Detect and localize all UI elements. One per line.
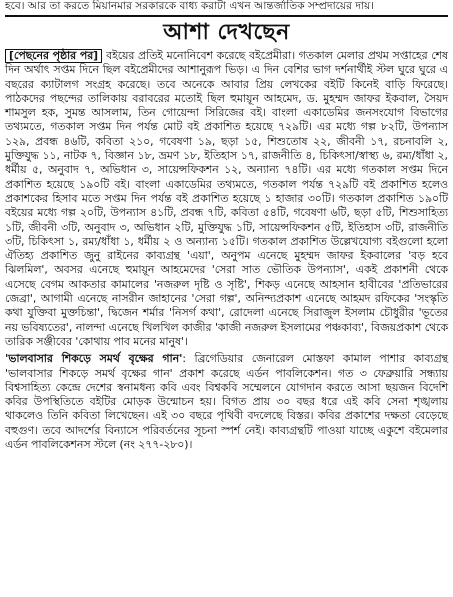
paragraph-1-text: বইয়ের প্রতিই মনোনিবেশ করেছে বইপ্রেমীরা। গতকাল মেলার প্রথম সপ্তাহের শেষ দিন অর্থাৎ সপ্তম দিনে ছিল বইপ্রেমীদের আশানুরূপ ভিড়। এ দিন বেশির ভাগ দর্শনার্থীই স্টল ঘুরে ঘুরে এ বছরের ক্যাটালগ সংগ্রহ করেছে। তবে অনেকে আবার প্রিয় লেখকের বইটি কিনেই বাড়ি ফিরেছে। পাঠকদের পছন্দের তালিকায় বরাবরের মতোই ছিল হুমায়ূন আহমেদ, ড. মুহম্মদ জাফর ইকবাল, সৈয়দ শামসুল হক, সুমন্ত আসলাম, তিন গোয়েন্দা সিরিজের বই। বাংলা একাডেমির জনসংযোগ বিভাগের তথ্যমতে, গতকাল সপ্তম দিন পর্যন্ত মোট বই প্রকাশিত হয়েছে ৭২৯টি। এর মধ্যে গল্প ৮২টি, উপন্যাস ১২৯, প্রবন্ধ ৪৬টি, কবিতা ২১০, গবেষণা ১৯, ছড়া ১৫, শিশুতোষ ২২, জীবনী ১৭, রচনাবলি ২, মুক্তিযুদ্ধ ১১, নাটক ৭, বিজ্ঞান ১৮, ভ্রমণ ১৮, ইতিহাস ১৭, রাজনীতি ৪, চিকিৎসা/স্বাস্থ্য ৬, রম্য/ধাঁধা ২, ধর্মীয় ৫, অনুবাদ ৭, অভিধান ৩, সায়েন্সফিকশন ১২, অন্যান্য ৭৪টি। এর মধ্যে গতকাল সপ্তম দিনে প্রকাশিত হয়েছে ১৯০টি বই। বাংলা একাডেমির তথ্যমতে, গতকাল পর্যন্ত ৭২৯টি বই প্রকাশিত হলেও প্রকাশকের হিসাব মতে সপ্তম দিন পর্যন্ত বই প্রকাশিত হয়েছে ১ হাজার ৩০টি। গতকাল প্রকাশিত ১৯০টি বইয়ের মধ্যে গল্প ২০টি, উপন্যাস ৪১টি, প্রবন্ধ ৭টি, কবিতা ৫৪টি, গবেষণা ৬টি, ছড়া ৫টি, শিশুসাহিত্য ১টি, জীবনী ৩টি, অনুবাদ ৩, অভিধান ২টি, মুক্তিযুদ্ধ ১টি, সায়েন্সফিকশন ৫টি, ইতিহাস ৩টি, রাজনীতি ৩টি, চিকিৎসা ১, রম্য/ধাঁধা ১, ধর্মীয় ২ ও অন্যান্য ১৫টি। গতকাল প্রকাশিত উল্লেখযোগ্য বইগুলো হলো ঐতিহ্য প্রকাশিত জুনু রাইনের কাব্যগ্রন্থ 'এয়া', অনুপম এনেছে মুহম্মদ জাফর ইকবালের 'বড় হবে ঝিলমিল', অবসর এনেছে হুমায়ূন আহমেদের 'সেরা সাত ভৌতিক উপন্যাস', একই প্রকাশনী থেকে এসেছে বেগম আকতার কামালের 'নজরুল দৃষ্টি ও সৃষ্টি', শিকড় এনেছে আহসান হাবীবের 'প্রতিভারের জেব্রা', আগামী এনেছে নাসরীন জাহানের 'সেরা গল্প', অনিন্দ্যপ্রকাশ এনেছে আহমদ রফিকের 'সংস্কৃতি কথা যুক্তিবা মুক্তচিন্তা', দ্বিজেন শর্মার 'নিসর্গ কথা', রোদেলা এনেছে সিরাজুল ইসলাম চৌধুরীর 'ভূতের নয় ভবিষ্যতের', নালন্দা এনেছে খিলখিল কাজীর 'কাজী নজরুল ইসলামের পঞ্চকাব্য', বিজয়প্রকাশ থেকে তারিক সঞ্জীবের 'কোথায় পাব মনের মানুষ'।: [5, 49, 448, 348]
continued-from-label: [পেছনের পৃষ্ঠার পর]: [5, 49, 102, 63]
previous-article-tail: হবে। আর তা করতে মিয়ানমার সরকারকে বাধ্য করাটা এখন আন্তর্জাতিক সম্প্রদায়ের দায়।: [5, 0, 375, 12]
book-title-subhead: 'ভালবাসার শিকড়ে সমর্থ বৃক্ষের গান': [5, 352, 183, 366]
headline: আশা দেখছেন: [163, 20, 290, 45]
article-body: [5, 49, 448, 452]
paragraph-2-text: : ব্রিগেডিয়ার জেনারেল মোস্তফা কামাল পাশার কাব্যগ্রন্থ 'ভালবাসার শিকড়ে সমর্থ বৃক্ষের গান' প্রকাশ করেছে এর্ডন পাবলিকেশন। গত ৩ ফেব্রুয়ারি সন্ধ্যায় বিশ্বসাহিত্য কেন্দ্রে দেশের স্বনামধন্য কবি এবং বিশ্বকবি সম্মেলনে যোগদান করতে আসা ছয়জন বিদেশি কবির উপস্থিতিতে বইটির মোড়ক উন্মোচন হয়। বিগত প্রায় ৩০ বছর ধরে এই কবি সেনা শৃঙ্খলায় থাকলেও তিনি কবিতা লিখেছেন। এই ৩০ বছরে পৃথিবী বদলেছে বিস্তর। কবির প্রকাশের দক্ষতা বেড়েছে বহুগুণ। তবে আদর্শের বিন্যাসে পরিবর্তনের সূচনা স্পর্শ নেই। কাব্যগ্রন্থটি পাওয়া যাচ্ছে একুশে বইমেলার এর্ডন পাবলিকেশনস স্টলে (নং ২৭৭-২৮০)।: [5, 352, 449, 452]
paragraph-1: [5, 49, 448, 349]
headline-block: [5, 17, 448, 49]
paragraph-2: [5, 352, 448, 452]
